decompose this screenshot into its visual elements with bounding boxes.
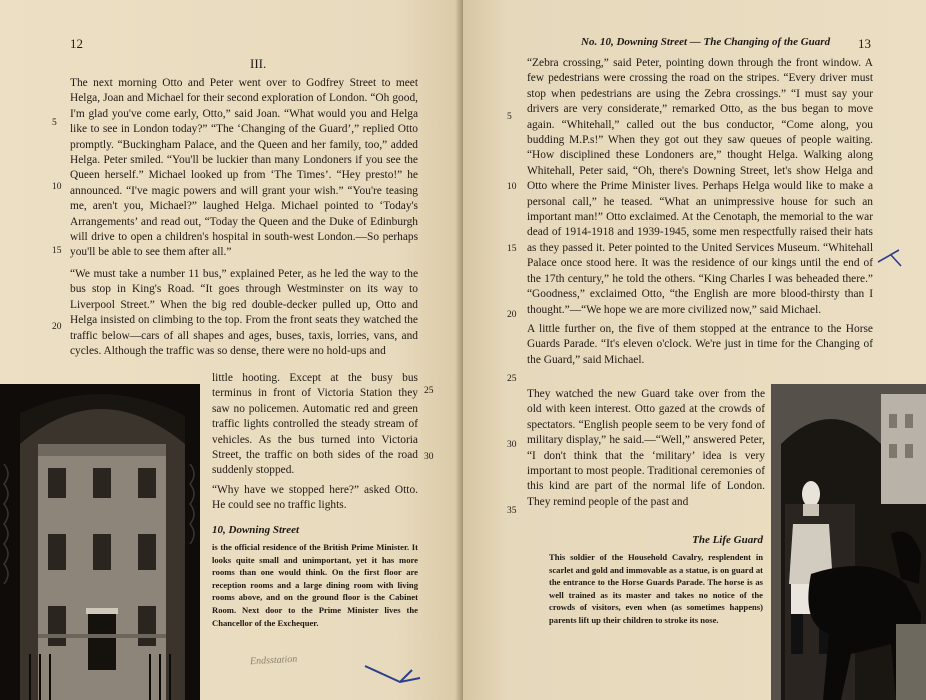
- caption-title: 10, Downing Street: [212, 524, 300, 536]
- left-paragraph-2b: little hooting. Except at the busy bus terminus in front of Victoria Station they saw no policemen. Automatic red and green traffic lights controlled the steady stream of vehicles. As the bus turned into Victoria Street, the traffic on both sides of the road suddenly stopped.: [212, 372, 418, 477]
- right-page: [463, 0, 926, 700]
- page-number-left: 12: [70, 36, 83, 51]
- pen-mark-icon: [360, 660, 430, 690]
- right-text-block-2: [527, 387, 765, 514]
- line-number: 10: [507, 182, 517, 192]
- line-number: 10: [52, 182, 62, 192]
- line-number: 25: [424, 386, 434, 396]
- line-number: 35: [507, 506, 517, 516]
- pencil-note: Endsstation: [249, 653, 298, 668]
- right-paragraph-2a: A little further on, the five of them stopped at the entrance to the Horse Guards Parade. “It's eleven o'clock. We're just in time for the Changing of the Guard,” said Michael.: [527, 322, 873, 366]
- pen-check-icon: [875, 246, 905, 268]
- line-number: 30: [424, 452, 434, 462]
- downing-street-illustration: [0, 384, 200, 700]
- downing-street-photo: [0, 384, 200, 700]
- line-number: 15: [507, 244, 517, 254]
- caption-body: is the official residence of the British Prime Minister. It looks quite small and unimportant, yet it has more rooms than one would think. On the first floor are reception rooms and a large dining room with living rooms above, and on the ground floor is the Cabinet Room. Next door to the Prime Minister lives the Chancellor of the Exchequer.: [212, 542, 418, 628]
- left-text-block-1: [70, 76, 418, 363]
- line-number: 15: [52, 246, 62, 256]
- left-paragraph-3: “Why have we stopped here?” asked Otto. He could see no traffic lights.: [212, 483, 418, 512]
- caption-body: This soldier of the Household Cavalry, resplendent in scarlet and gold and immovable as a statue, is on guard at the entrance to the Horse Guards Parade. The horse is as well trained as its master and takes no notice of the crowds of visitors, even when (as sometimes happens) parents lift up their children to stroke its nose.: [549, 552, 763, 625]
- line-number: 25: [507, 374, 517, 384]
- chapter-heading: III.: [250, 56, 267, 71]
- page-number-right: 13: [858, 36, 871, 51]
- line-number: 5: [52, 118, 57, 128]
- left-paragraph-1: The next morning Otto and Peter went over to Godfrey Street to meet Helga, Joan and Michael for their second exploration of London. “Oh good, I'm glad you've come early, Otto,” said Joan. “What would you and Helga like to see in London today?” “The ‘Changing of the Guard’,” replied Otto promptly. “Buckingham Palace, and the Queen and her family, too,” added Helga. Peter smiled. “You'll be luckier than many Londoners if you see the Queen herself.” Michael looked up from ‘The Times’. “Hey presto!” he announced. “I've magic powers and will grant your wish.” “You're teasing me, aren't you, Michael?” laughed Helga. Michael pointed to ‘Today's Arrangements’ and read out, “Today the Queen and the Duke of Edinburgh will drive to open a children's hospital in south-west London.—So perhaps you'll be able to see them after all.”: [70, 77, 418, 259]
- life-guard-photo: [771, 384, 926, 700]
- line-number: 20: [507, 310, 517, 320]
- caption-title: The Life Guard: [692, 534, 763, 546]
- life-guard-illustration: [771, 384, 926, 700]
- left-paragraph-2a: “We must take a number 11 bus,” explained Peter, as he led the way to the bus stop in King's Road. “It goes through Westminster on its way to Liverpool Street.” When the big red double-decker pulled up, Otto and Helga insisted on climbing to the top. From the front seats they watched the traffic below—cars of all shapes and ages, buses, taxis, lorries, vans, and cycles. Although the traffic was so dense, there were no hold-ups and: [70, 267, 418, 357]
- line-number: 20: [52, 322, 62, 332]
- life-guard-caption: [549, 534, 763, 627]
- left-text-block-2: [212, 371, 418, 518]
- right-paragraph-2b: They watched the new Guard take over from the old with keen interest. Otto gazed at the crowds of spectators. “English people seem to be very fond of military display,” he said.—“Well,” answered Peter, “I don't think that the ‘military’ idea is very important to most people. Traditional ceremonies of this kind are part of the normal life of London. They remind people of the past and: [527, 388, 765, 508]
- line-number: 30: [507, 440, 517, 450]
- line-number: 5: [507, 112, 512, 122]
- right-text-block-1: [527, 56, 873, 372]
- running-head: No. 10, Downing Street — The Changing of the Guard: [581, 36, 831, 48]
- downing-street-caption: [212, 524, 418, 629]
- right-paragraph-1: “Zebra crossing,” said Peter, pointing down through the front window. A few pedestrians were crossing the road on the stripes. “Every driver must stop when pedestrians are using the Zebra crossings.” “I must say your drivers are very considerate,” remarked Otto, as the bus began to move again. “Whitehall,” called out the bus conductor, “Come along, you budding M.P.s!” When they got out they saw queues of people waiting. “How disciplined these Londoners are,” thought Helga. Walking along Whitehall, Peter said, “Oh, there's Downing Street, let's show Helga and Otto where the Prime Minister lives. Perhaps Helga would like to make a personal call,” he teased. “What an unimpressive house for such an important man!” Otto exclaimed. At the Cenotaph, the memorial to the war dead of 1914-1918 and 1939-1945, some men respectfully raised their hats as they passed it. Peter pointed to the United Services Museum. “Whitehall Palace once stood here. It was the residence of our kings until the end of the 17th century,” he told the others. “King Charles I was beheaded there.” “Goodness,” exclaimed Otto, “the English are more blood-thirsty than I thought.”—“We hope we are more civilized now,” said Michael.: [527, 57, 873, 316]
